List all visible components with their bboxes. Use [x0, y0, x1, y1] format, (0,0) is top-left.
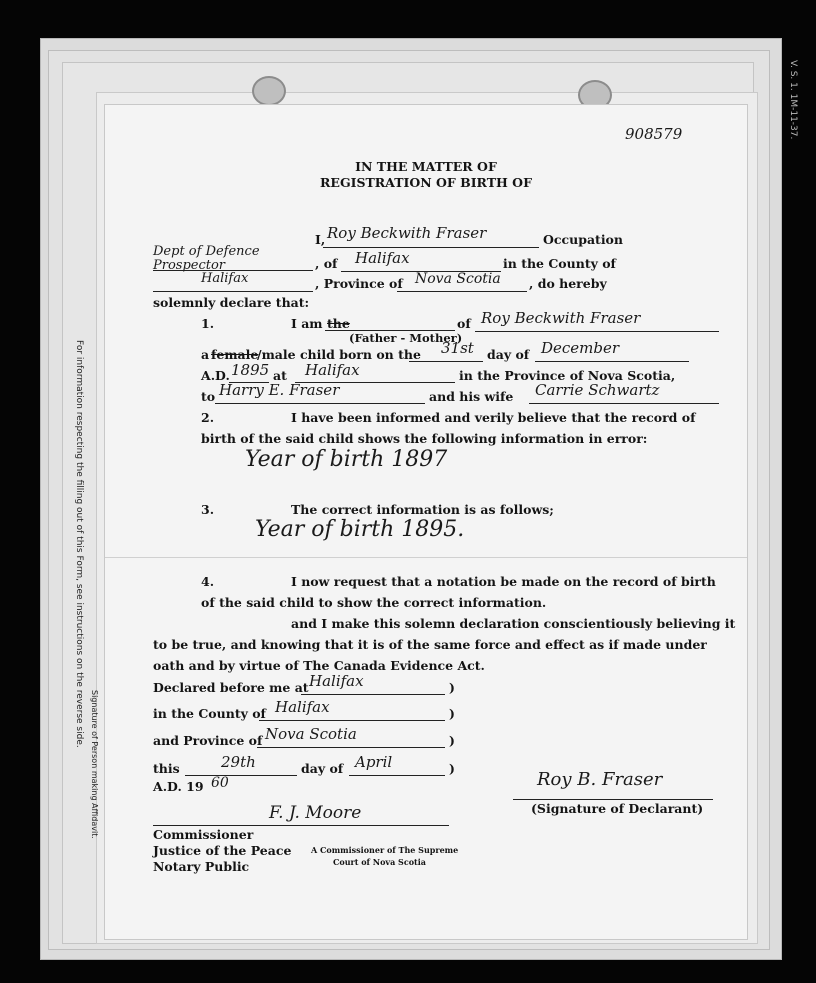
underline: [153, 825, 449, 826]
county-label: in the County of: [503, 256, 616, 271]
form-title-line1: IN THE MATTER OF: [355, 159, 497, 174]
birth-month: December: [541, 339, 620, 357]
wife-label: and his wife: [429, 389, 514, 404]
declarant-name: Roy Beckwith Fraser: [327, 224, 487, 242]
section4-line3: and I make this solemn declaration conscientiously believing it: [291, 616, 736, 631]
bracket: ): [449, 761, 455, 776]
section4-number: 4.: [201, 574, 215, 589]
declarant-signature: Roy B. Fraser: [537, 769, 663, 790]
form-code: V. S. 1. 1M-11-37.: [788, 60, 798, 140]
hereby-label: , do hereby: [529, 276, 607, 291]
decl-day: 29th: [221, 753, 256, 771]
underline: [475, 331, 719, 332]
correct-information: Year of birth 1895.: [255, 517, 465, 542]
notary-label: Notary Public: [153, 859, 250, 874]
birth-year: 1895: [231, 361, 270, 379]
stamp-line2: Court of Nova Scotia: [333, 857, 426, 867]
underline: [529, 403, 719, 404]
underline: [349, 775, 445, 776]
commissioner-label: Commissioner: [153, 827, 254, 842]
form-title-line2: REGISTRATION OF BIRTH OF: [320, 175, 532, 190]
instructions-side-note: For information respecting the filling out of this Form, see instructions on the reverse side.: [74, 340, 84, 748]
day-of-label: day of: [487, 347, 530, 362]
stamp-line1: A Commissioner of The Supreme: [311, 845, 459, 855]
city-value: Halifax: [355, 249, 410, 267]
underline: [257, 747, 445, 748]
section3-number: 3.: [201, 502, 215, 517]
solemnly-declare: solemnly declare that:: [153, 295, 310, 310]
child-name: Roy Beckwith Fraser: [481, 309, 641, 327]
fold-line: [105, 557, 747, 558]
section1-number: 1.: [201, 316, 215, 331]
bracket: ): [449, 680, 455, 695]
section2-number: 2.: [201, 410, 215, 425]
decl-ad-label: A.D. 19: [153, 779, 204, 794]
commissioner-signature: F. J. Moore: [269, 803, 362, 823]
section2-line2: birth of the said child shows the following information in error:: [201, 431, 648, 446]
decl-month: April: [355, 753, 393, 771]
decl-day-of: day of: [301, 761, 344, 776]
relation-hint: (Father - Mother): [349, 331, 463, 345]
i-am-label: I am: [291, 316, 323, 331]
punch-hole-icon: [252, 76, 286, 106]
of-label: , of: [315, 256, 338, 271]
of-label-2: of: [457, 316, 471, 331]
a-label: a: [201, 347, 210, 362]
decl-year: 60: [211, 775, 229, 791]
male-child-label: /male child born on the: [257, 347, 421, 362]
declarant-signature-label: (Signature of Declarant): [531, 801, 704, 816]
occupation-value: Dept of Defence Prospector: [153, 244, 260, 273]
decl-province: Nova Scotia: [265, 725, 357, 743]
bracket: ): [449, 733, 455, 748]
underline: [409, 361, 483, 362]
section4-line5: oath and by virtue of The Canada Evidence Act.: [153, 658, 485, 673]
underline: [259, 720, 445, 721]
declarant-prefix: I,: [315, 232, 326, 247]
at-label: at: [273, 368, 287, 383]
underline: [215, 403, 425, 404]
section2-line1: I have been informed and verily believe that the record of: [291, 410, 696, 425]
the-struck: the: [327, 316, 350, 331]
underline: [535, 361, 689, 362]
bracket: ): [449, 706, 455, 721]
to-label: to: [201, 389, 216, 404]
underline: [185, 775, 297, 776]
birth-place: Halifax: [305, 361, 360, 379]
underline: [513, 799, 713, 800]
section4-line2: of the said child to show the correct information.: [201, 595, 547, 610]
declared-place: Halifax: [309, 672, 364, 690]
file-number: 908579: [625, 125, 683, 143]
father-name: Harry E. Fraser: [219, 381, 340, 399]
underline: [301, 694, 445, 695]
section4-line4: to be true, and knowing that it is of the same force and effect as if made under: [153, 637, 707, 652]
decl-county-label: in the County of: [153, 706, 266, 721]
birth-day: 31st: [441, 339, 474, 357]
county-value: Halifax: [201, 271, 249, 286]
section4-line1: I now request that a notation be made on the record of birth: [291, 574, 716, 589]
decl-province-label: and Province of: [153, 733, 263, 748]
mother-name: Carrie Schwartz: [535, 381, 660, 399]
underline: [397, 291, 527, 292]
justice-label: Justice of the Peace: [153, 843, 292, 858]
ad-label: A.D.: [201, 368, 230, 383]
female-struck: female: [211, 347, 259, 362]
affidavit-side-note: Signature of Person making Affidavit.: [90, 690, 99, 839]
this-label: this: [153, 761, 180, 776]
decl-county: Halifax: [275, 698, 330, 716]
birth-registration-form: [104, 104, 748, 940]
province-value: Nova Scotia: [415, 271, 501, 287]
province-text: in the Province of Nova Scotia,: [459, 368, 676, 383]
occupation-label: Occupation: [543, 232, 623, 247]
declared-label: Declared before me at: [153, 680, 309, 695]
section3-line1: The correct information is as follows;: [291, 502, 554, 517]
error-information: Year of birth 1897: [245, 447, 448, 472]
province-label: , Province of: [315, 276, 403, 291]
underline: [153, 291, 313, 292]
underline: [323, 247, 539, 248]
